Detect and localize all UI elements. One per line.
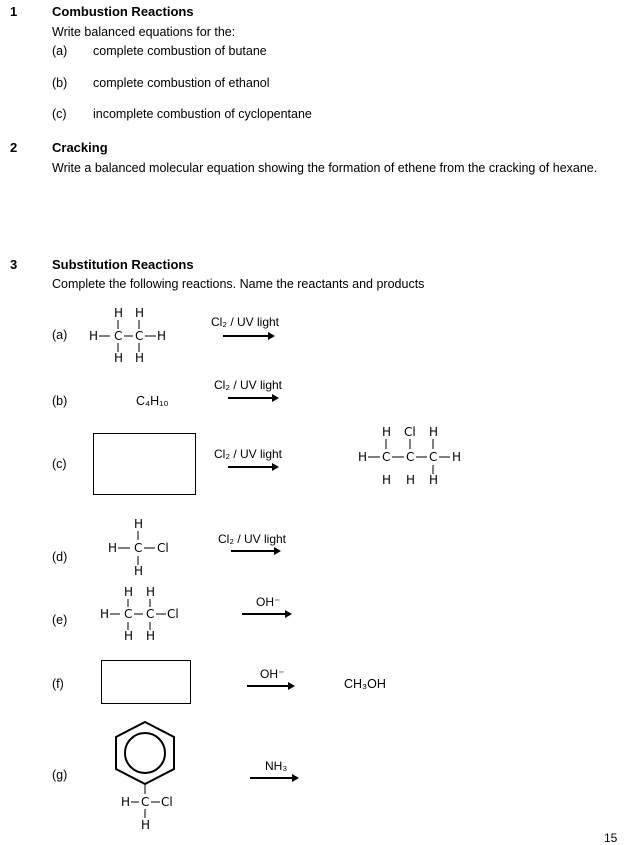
atom-h: H [124,585,134,599]
q2-heading: Cracking [52,140,108,155]
q1-part-b-label: (b) [52,76,68,90]
q3a-label: (a) [52,328,68,342]
q3b-label: (b) [52,394,68,408]
atom-h: H [358,450,368,464]
q3g-label: (g) [52,768,68,782]
q3d-label: (d) [52,550,68,564]
atom-h: H [114,306,124,320]
q3e-condition: OH⁻ [256,595,281,609]
q1-part-c-text: incomplete combustion of cyclopentane [93,107,312,121]
atom-h: H [114,351,124,365]
atom-h: H [141,818,151,832]
atom-h: H [134,564,144,578]
q3a-condition: Cl₂ / UV light [211,315,280,329]
atom-c: C [382,450,391,464]
atom-c: C [429,450,438,464]
atom-h: H [406,473,416,487]
atom-c: C [134,541,143,555]
atom-cl: Cl [161,795,173,809]
atom-c: C [406,450,415,464]
q1-part-b-text: complete combustion of ethanol [93,76,270,90]
atom-h: H [134,517,144,531]
q3g-arrow [250,777,293,779]
q2-text: Write a balanced molecular equation showing the formation of ethene from the cracking of hexane. [52,161,598,175]
q3d-condition: Cl₂ / UV light [218,532,287,546]
q3-number: 3 [10,257,18,272]
atom-c: C [141,795,150,809]
atom-h: H [146,629,156,643]
atom-c: C [124,607,133,621]
atom-h: H [108,541,118,555]
q1-intro: Write balanced equations for the: [52,25,236,39]
q3c-condition: Cl₂ / UV light [214,447,283,461]
q1-part-a-label: (a) [52,44,68,58]
atom-cl: Cl [404,425,416,439]
atom-c: C [146,607,155,621]
q3b-condition: Cl₂ / UV light [214,378,283,392]
atom-h: H [382,473,392,487]
q3g-condition: NH₃ [265,759,288,773]
q3c-label: (c) [52,457,67,471]
atom-h: H [382,425,392,439]
atom-h: H [124,629,134,643]
atom-c: C [135,329,144,343]
atom-h: H [429,425,439,439]
atom-h: H [157,329,167,343]
q1-number: 1 [10,4,18,19]
page-number: 15 [604,831,618,845]
q1-part-a-text: complete combustion of butane [93,44,267,58]
atom-h: H [121,795,131,809]
q3f-product: CH₃OH [344,677,386,691]
q3-intro: Complete the following reactions. Name the reactants and products [52,277,425,291]
q1-heading: Combustion Reactions [52,4,194,19]
atom-h: H [100,607,110,621]
atom-h: H [429,473,439,487]
q1-part-c-label: (c) [52,107,67,121]
atom-h: H [135,306,145,320]
q3f-label: (f) [52,677,64,691]
q3-heading: Substitution Reactions [52,257,194,272]
q2-number: 2 [10,140,18,155]
atom-cl: Cl [167,607,179,621]
atom-h: H [146,585,156,599]
atom-h: H [89,329,99,343]
q3f-condition: OH⁻ [260,667,285,681]
atom-cl: Cl [157,541,169,555]
q3e-label: (e) [52,613,68,627]
atom-c: C [114,329,123,343]
atom-h: H [452,450,462,464]
q3b-formula: C₄H₁₀ [136,394,169,408]
atom-h: H [135,351,145,365]
